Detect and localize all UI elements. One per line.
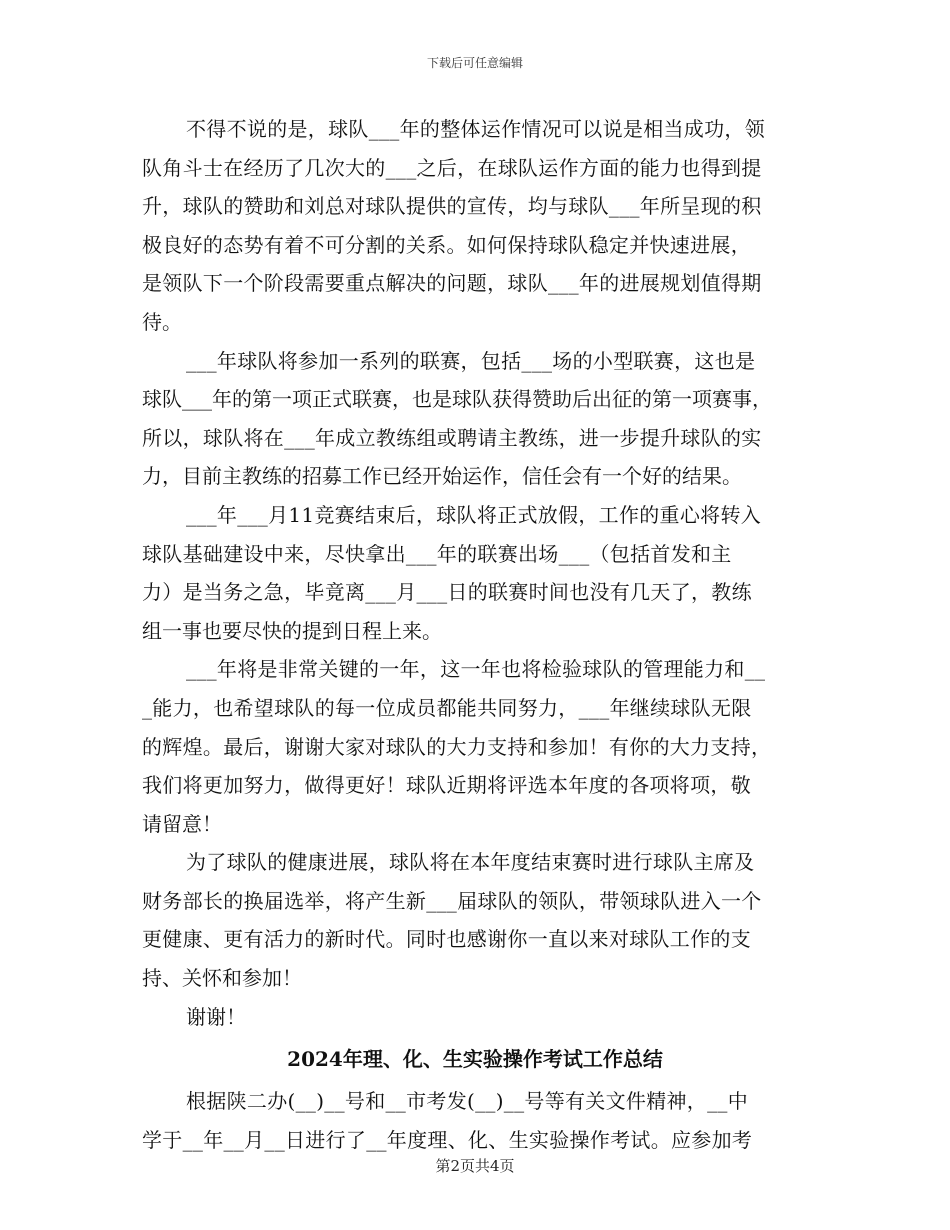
text-line: 力）是当务之急，毕竟离___月___日的联赛时间也没有几天了，教练 <box>142 580 752 605</box>
page-footer: 第2页共4页 <box>435 1157 515 1175</box>
text-line: 所以，球队将在___年成立教练组或聘请主教练，进一步提升球队的实 <box>142 425 762 450</box>
text-line: _能力，也希望球队的每一位成员都能共同努力，___年继续球队无限 <box>142 695 752 720</box>
text-line: 队角斗士在经历了几次大的___之后，在球队运作方面的能力也得到提 <box>142 155 762 180</box>
text-line: 请留意！ <box>142 811 222 836</box>
text-line: 球队___年的第一项正式联赛，也是球队获得赞助后出征的第一项赛事， <box>142 387 772 412</box>
document-body <box>142 110 808 1159</box>
text-line: 待。 <box>142 309 182 334</box>
text-line: 为了球队的健康进展，球队将在本年度结束赛时进行球队主席及 <box>186 850 755 875</box>
text-line: 更健康、更有活力的新时代。同时也感谢你一直以来对球队工作的支 <box>142 927 751 952</box>
text-line: 持、关怀和参加！ <box>142 966 302 991</box>
text-line: ___年将是非常关键的一年，这一年也将检验球队的管理能力和__ <box>186 657 766 682</box>
text-line: 的辉煌。最后，谢谢大家对球队的大力支持和参加！有你的大力支持， <box>142 734 772 759</box>
text-line: 不得不说的是，球队___年的整体运作情况可以说是相当成功，领 <box>186 117 765 141</box>
text-line: 根据陕二办(__)__号和__市考发(__)__号等有关文件精神，__中 <box>186 1089 749 1114</box>
text-line: 球队基础建设中来，尽快拿出___年的联赛出场___（包括首发和主 <box>142 541 732 566</box>
text-line: ___年球队将参加一系列的联赛，包括___场的小型联赛，这也是 <box>186 348 756 373</box>
text-line: 财务部长的换届选举，将产生新___届球队的领队，带领球队进入一个 <box>142 888 762 913</box>
text-line: 组一事也要尽快的提到日程上来。 <box>142 618 442 643</box>
text-line: ___年___月11竞赛结束后，球队将正式放假，工作的重心将转入 <box>186 502 762 527</box>
text-line: 是领队下一个阶段需要重点解决的问题，球队___年的进展规划值得期 <box>142 271 762 296</box>
section-title: 2024年理、化、生实验操作考试工作总结 <box>287 1047 663 1072</box>
text-line: 谢谢！ <box>186 1004 246 1029</box>
text-line: 升，球队的赞助和刘总对球队提供的宣传，均与球队___年所呈现的积 <box>142 194 762 219</box>
text-line: 我们将更加努力，做得更好！球队近期将评选本年度的各项将项，敬 <box>142 773 751 798</box>
text-line: 极良好的态势有着不可分割的关系。如何保持球队稳定并快速进展， <box>142 232 751 257</box>
text-line: 力，目前主教练的招募工作已经开始运作，信任会有一个好的结果。 <box>142 464 742 489</box>
page-header: 下载后可任意编辑 <box>426 56 523 70</box>
text-line: 学于__年__月__日进行了__年度理、化、生实验操作考试。应参加考 <box>142 1127 753 1152</box>
